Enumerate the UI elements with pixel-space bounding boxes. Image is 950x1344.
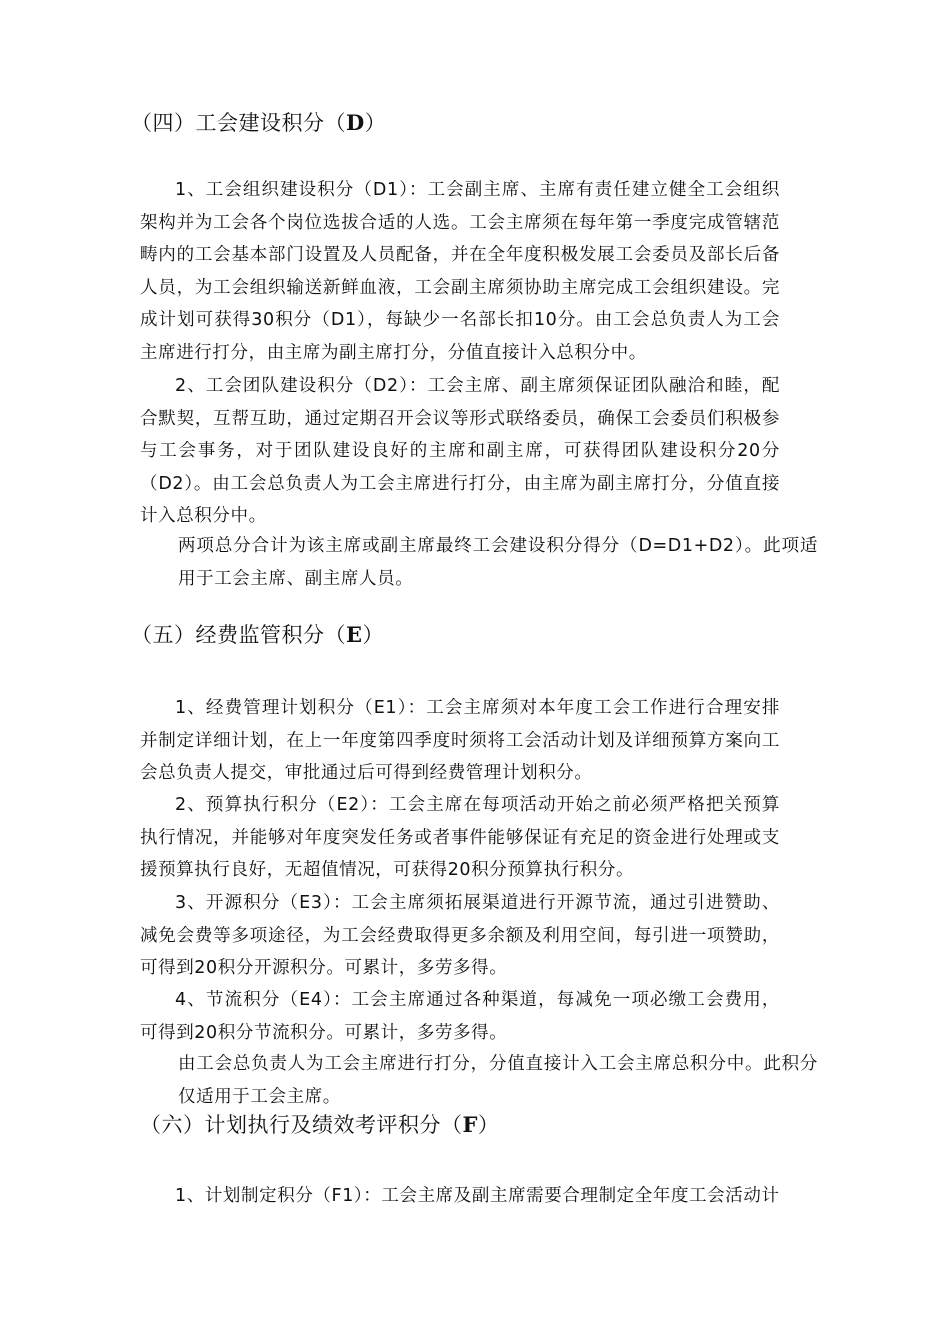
paragraph-e4: 4、节流积分（E4）：工会主席通过各种渠道，每减免一项必缴工会费用，可得到20积分节流积分。可累计，多劳多得。	[140, 990, 780, 1043]
section-heading-six	[140, 1110, 499, 1140]
heading-letter: D	[346, 110, 365, 135]
section-heading-five	[131, 620, 384, 650]
paragraph-e3: 3、开源积分（E3）：工会主席须拓展渠道进行开源节流，通过引进赞助、减免会费等多项途径，为工会经费取得更多余额及利用空间，每引进一项赞助，可得到20积分开源积分。可累计，多劳多得。	[140, 893, 780, 978]
paragraph-f1: 1、计划制定积分（F1）：工会主席及副主席需要合理制定全年度工会活动计	[175, 1186, 780, 1206]
heading-prefix: （六）计划执行及绩效考评积分（	[140, 1113, 463, 1137]
heading-suffix: ）	[362, 623, 385, 647]
paragraph-d2: 2、工会团队建设积分（D2）：工会主席、副主席须保证团队融洽和睦，配合默契，互帮互助，通过定期召开会议等形式联络委员，确保工会委员们积极参与工会事务，对于团队建设良好的主席和副主席，可获得团队建设积分20分（D2）。由工会总负责人为工会主席进行打分，由主席为副主席打分，分值直接计入总积分中。	[140, 376, 780, 526]
heading-letter: E	[346, 622, 363, 647]
heading-prefix: （五）经费监管积分（	[131, 623, 346, 647]
summary-e: 由工会总负责人为工会主席进行打分，分值直接计入工会主席总积分中。此积分仅适用于工会主席。	[178, 1054, 818, 1107]
heading-suffix: ）	[477, 1113, 500, 1137]
section-heading-four	[131, 108, 386, 138]
summary-d: 两项总分合计为该主席或副主席最终工会建设积分得分（D=D1+D2）。此项适用于工会主席、副主席人员。	[178, 536, 818, 589]
paragraph-e2: 2、预算执行积分（E2）：工会主席在每项活动开始之前必须严格把关预算执行情况，并能够对年度突发任务或者事件能够保证有充足的资金进行处理或支援预算执行良好，无超值情况，可获得20积分预算执行积分。	[140, 795, 780, 880]
heading-suffix: ）	[364, 111, 387, 135]
heading-prefix: （四）工会建设积分（	[131, 111, 346, 135]
paragraph-d1: 1、工会组织建设积分（D1）：工会副主席、主席有责任建立健全工会组织架构并为工会各个岗位选拔合适的人选。工会主席须在每年第一季度完成管辖范畴内的工会基本部门设置及人员配备，并在全年度积极发展工会委员及部长后备人员，为工会组织输送新鲜血液，工会副主席须协助主席完成工会组织建设。完成计划可获得30积分（D1），每缺少一名部长扣10分。由工会总负责人为工会主席进行打分，由主席为副主席打分，分值直接计入总积分中。	[140, 180, 780, 363]
paragraph-e1: 1、经费管理计划积分（E1）：工会主席须对本年度工会工作进行合理安排并制定详细计划，在上一年度第四季度时须将工会活动计划及详细预算方案向工会总负责人提交，审批通过后可得到经费管理计划积分。	[140, 698, 780, 783]
heading-letter: F	[462, 1112, 478, 1137]
